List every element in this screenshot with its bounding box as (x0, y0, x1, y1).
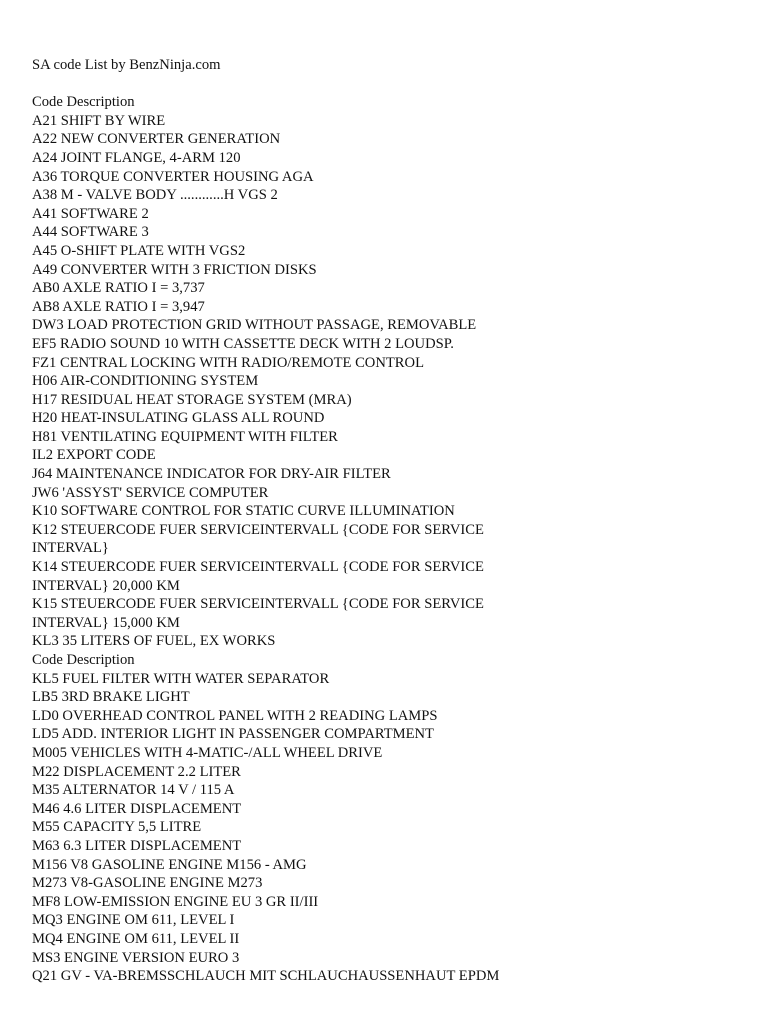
code-line: AB8 AXLE RATIO I = 3,947 (32, 298, 205, 315)
code-line: A41 SOFTWARE 2 (32, 205, 149, 222)
code-line: H20 HEAT-INSULATING GLASS ALL ROUND (32, 410, 325, 427)
code-line: M35 ALTERNATOR 14 V / 115 A (32, 782, 235, 799)
code-line: INTERVAL} 15,000 KM (32, 614, 180, 631)
column-header: Code Description (32, 652, 135, 668)
code-line: MQ3 ENGINE OM 611, LEVEL I (32, 912, 235, 929)
code-line: A21 SHIFT BY WIRE (32, 112, 166, 129)
code-line: FZ1 CENTRAL LOCKING WITH RADIO/REMOTE CONTROL (32, 354, 424, 371)
code-line: LD5 ADD. INTERIOR LIGHT IN PASSENGER COMPARTMENT (32, 726, 434, 743)
code-line: M273 V8-GASOLINE ENGINE M273 (32, 875, 263, 892)
document-body (32, 56, 732, 986)
code-line: MF8 LOW-EMISSION ENGINE EU 3 GR II/III (32, 893, 319, 910)
code-line: A24 JOINT FLANGE, 4-ARM 120 (32, 149, 241, 166)
code-line: H81 VENTILATING EQUIPMENT WITH FILTER (32, 428, 338, 445)
code-line: M55 CAPACITY 5,5 LITRE (32, 819, 202, 836)
code-line: INTERVAL} 20,000 KM (32, 577, 180, 594)
code-line: DW3 LOAD PROTECTION GRID WITHOUT PASSAGE, REMOVABLE (32, 317, 477, 334)
code-line: M156 V8 GASOLINE ENGINE M156 - AMG (32, 856, 307, 873)
document-title: SA code List by BenzNinja.com (32, 57, 221, 73)
code-line: Q21 GV - VA-BREMSSCHLAUCH MIT SCHLAUCHAUSSENHAUT EPDM (32, 968, 500, 985)
code-line: KL3 35 LITERS OF FUEL, EX WORKS (32, 633, 276, 650)
code-line: H17 RESIDUAL HEAT STORAGE SYSTEM (MRA) (32, 391, 352, 408)
code-line: A45 O-SHIFT PLATE WITH VGS2 (32, 242, 246, 259)
code-line: EF5 RADIO SOUND 10 WITH CASSETTE DECK WITH 2 LOUDSP. (32, 335, 454, 352)
code-line: INTERVAL} (32, 540, 109, 557)
code-line: M005 VEHICLES WITH 4-MATIC-/ALL WHEEL DRIVE (32, 744, 383, 761)
code-line: A44 SOFTWARE 3 (32, 224, 149, 241)
column-header: Code Description (32, 94, 135, 111)
code-line: MQ4 ENGINE OM 611, LEVEL II (32, 930, 240, 947)
code-line: A36 TORQUE CONVERTER HOUSING AGA (32, 168, 314, 185)
code-line: K15 STEUERCODE FUER SERVICEINTERVALL {CODE FOR SERVICE (32, 596, 484, 613)
code-line: M46 4.6 LITER DISPLACEMENT (32, 800, 242, 817)
code-line: H06 AIR-CONDITIONING SYSTEM (32, 373, 259, 390)
code-line: M63 6.3 LITER DISPLACEMENT (32, 837, 242, 854)
code-line: KL5 FUEL FILTER WITH WATER SEPARATOR (32, 670, 330, 687)
code-line: LD0 OVERHEAD CONTROL PANEL WITH 2 READING LAMPS (32, 707, 438, 724)
code-line: A22 NEW CONVERTER GENERATION (32, 131, 281, 148)
code-line: K14 STEUERCODE FUER SERVICEINTERVALL {CODE FOR SERVICE (32, 559, 484, 576)
code-line: K10 SOFTWARE CONTROL FOR STATIC CURVE ILLUMINATION (32, 503, 455, 520)
code-line: A38 M - VALVE BODY ............H VGS 2 (32, 187, 278, 204)
code-line: J64 MAINTENANCE INDICATOR FOR DRY-AIR FILTER (32, 466, 391, 483)
code-line: LB5 3RD BRAKE LIGHT (32, 689, 190, 706)
code-line: M22 DISPLACEMENT 2.2 LITER (32, 763, 241, 780)
code-line: K12 STEUERCODE FUER SERVICEINTERVALL {CODE FOR SERVICE (32, 521, 484, 538)
code-line: JW6 'ASSYST' SERVICE COMPUTER (32, 484, 269, 501)
code-line: AB0 AXLE RATIO I = 3,737 (32, 280, 205, 297)
code-line: MS3 ENGINE VERSION EURO 3 (32, 949, 240, 966)
code-line: A49 CONVERTER WITH 3 FRICTION DISKS (32, 261, 317, 278)
code-list (32, 93, 732, 986)
code-line: IL2 EXPORT CODE (32, 447, 156, 464)
